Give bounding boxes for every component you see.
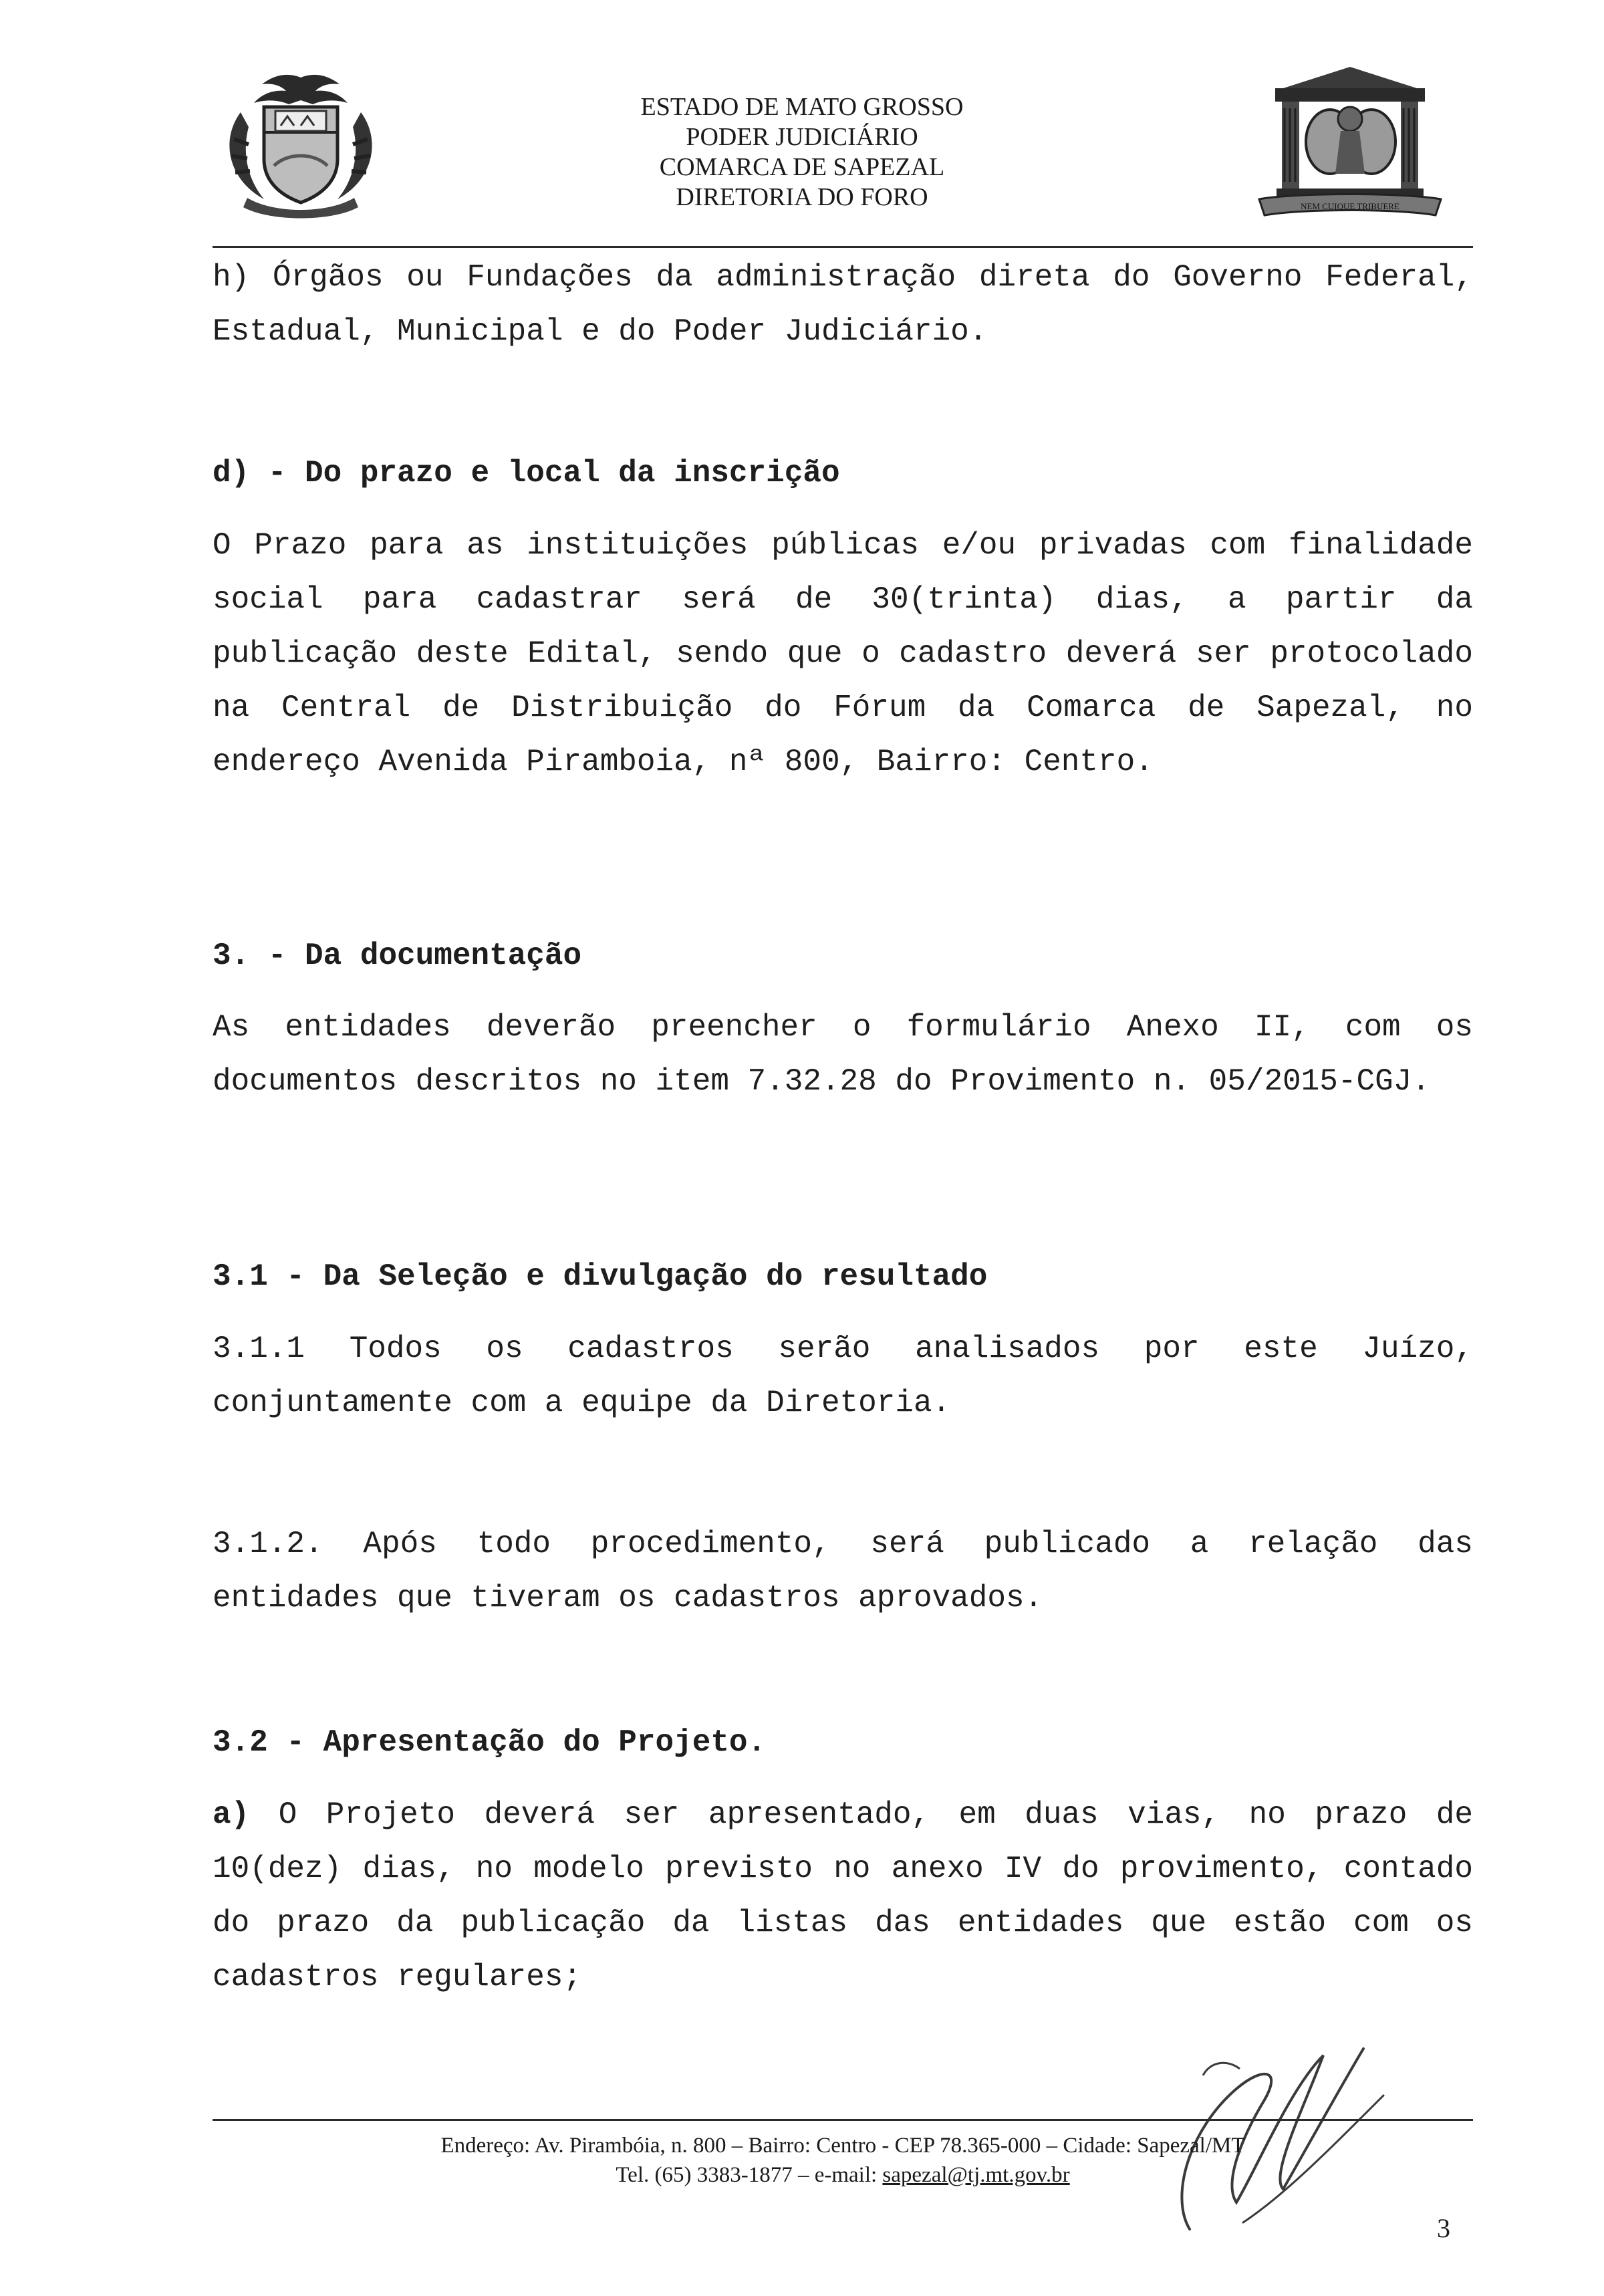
header-divider	[213, 246, 1473, 248]
section-d-heading: d) - Do prazo e local da inscrição	[213, 456, 840, 491]
page-number: 3	[1437, 2213, 1450, 2243]
justice-emblem-icon	[1256, 61, 1444, 222]
section-h-label: h)	[213, 260, 250, 295]
document-footer	[213, 2131, 1473, 2190]
footer-contact	[213, 2160, 1473, 2190]
section-3-1-2-paragraph: 3.1.2. Após todo procedimento, será publicado a relação das entidades que tiveram os cadastros aprovados.	[213, 1527, 1473, 1616]
footer-email-link[interactable]: sapezal@tj.mt.gov.br	[882, 2163, 1070, 2187]
section-d-paragraph: O Prazo para as instituições públicas e/ou privadas com finalidade social para cadastrar será de 30(trinta) dias, a partir da publicação deste Edital, sendo que o cadastro deverá ser protocolado na Central de Distribuição do Fórum da Comarca de Sapezal, no endereço Avenida Piramboia, nª 800, Bairro: Centro.	[213, 528, 1473, 779]
coat-of-arms-icon	[200, 66, 401, 219]
emblem-banner-text: NEM CUIQUE TRIBUERE	[1301, 201, 1399, 211]
section-3-2-a-paragraph	[213, 1788, 1473, 2005]
header-power: PODER JUDICIÁRIO	[686, 123, 918, 151]
footer-divider	[213, 2119, 1473, 2121]
section-h-text: Órgãos ou Fundações da administração direta do Governo Federal, Estadual, Municipal e do Poder Judiciário.	[213, 260, 1473, 349]
section-3-2-heading: 3.2 - Apresentação do Projeto.	[213, 1725, 767, 1760]
footer-phone: Tel. (65) 3383-1877 – e-mail:	[616, 2163, 883, 2187]
header-district: COMARCA DE SAPEZAL	[659, 153, 945, 181]
section-3-heading: 3. - Da documentação	[213, 938, 582, 973]
header-directorate: DIRETORIA DO FORO	[676, 183, 928, 211]
section-3-paragraph: As entidades deverão preencher o formulário Anexo II, com os documentos descritos no item 7.32.28 do Provimento n. 05/2015-CGJ.	[213, 1010, 1473, 1099]
section-3-1-1-paragraph: 3.1.1 Todos os cadastros serão analisados por este Juízo, conjuntamente com a equipe da Diretoria.	[213, 1331, 1473, 1420]
item-a-text: O Projeto deverá ser apresentado, em duas vias, no prazo de 10(dez) dias, no modelo previsto no anexo IV do provimento, contado do prazo da publicação da listas das entidades que estão com os cadastros regulares;	[213, 1797, 1473, 1995]
header-state: ESTADO DE MATO GROSSO	[640, 93, 964, 121]
section-3-1-heading: 3.1 - Da Seleção e divulgação do resultado	[213, 1259, 988, 1294]
footer-address: Endereço: Av. Pirambóia, n. 800 – Bairro: Centro - CEP 78.365-000 – Cidade: Sapezal/MT	[440, 2134, 1245, 2158]
section-h-paragraph	[213, 251, 1473, 359]
document-header	[468, 92, 1136, 213]
item-a-label: a)	[213, 1797, 250, 1832]
